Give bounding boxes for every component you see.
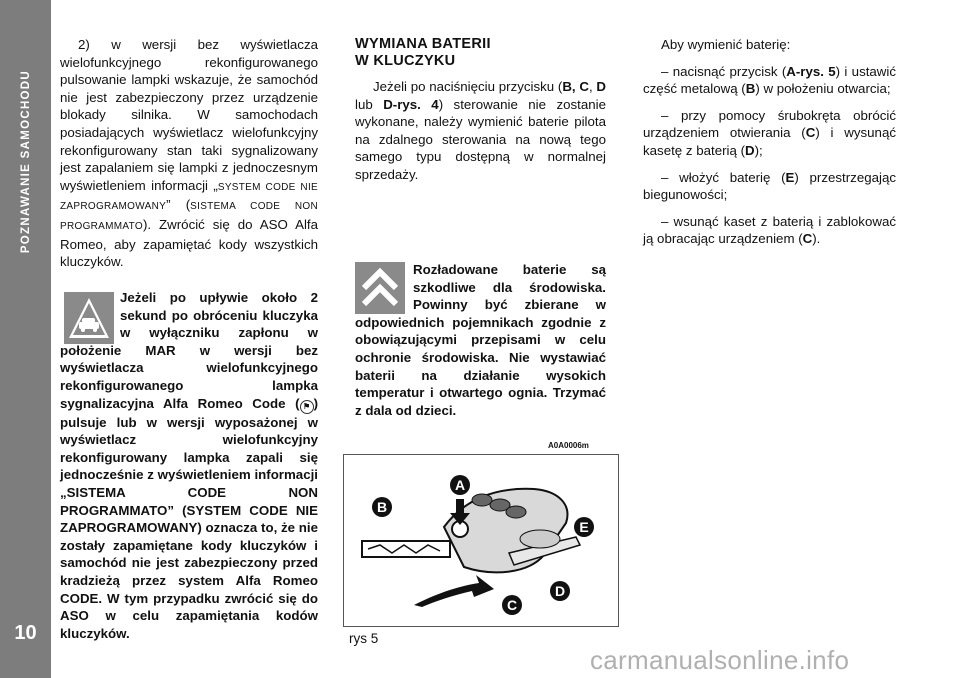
- car-code-lamp-icon: ⚑: [300, 400, 314, 414]
- para-mid: ” (: [166, 197, 191, 213]
- label-b: B: [376, 499, 388, 515]
- code-warning-text: [60, 289, 318, 642]
- page-number: 10: [14, 622, 37, 644]
- s2-d: D: [745, 142, 755, 158]
- s4-a: – wsunąć kaset z baterią i zablokować ją obracając urządzeniem (: [643, 213, 896, 247]
- s2-e: );: [754, 142, 763, 158]
- environment-warning-text: [355, 261, 606, 419]
- warning-text-a: Jeżeli po upływie około 2 sekund po obróceniu kluczyka w wyłączniku zapłonu w położenie MAR w wersji bez wyświetlacza wielofunkcyjnego rekonfigurowanego lampka sygnalizacyjna Alfa Romeo Code (: [60, 290, 318, 411]
- para-tail: ). Zwrócić się do ASO Alfa Romeo, aby zapamiętać kody wszystkich kluczyków.: [60, 216, 318, 270]
- s3-c: ) przestrzegając biegunowości;: [643, 169, 896, 203]
- display-message-pl: SYSTEM CODE NIE ZAPROGRAMOWANY: [60, 181, 318, 213]
- s4-c: ).: [812, 231, 821, 247]
- p1-b: B, C: [562, 79, 589, 94]
- s1-e: ) w położeniu otwarcia;: [755, 81, 891, 97]
- display-message-it: SISTEMA CODE NON PROGRAMMATO: [60, 201, 318, 232]
- key-figure: [343, 454, 619, 627]
- warning-text-b: ) pulsuje lub w wersji wyposażonej w wyświetlacz wielofunkcyjny rekonfigurowany lampka zapali się jednocześnie z wyświetleniem informacji „SISTEMA CODE NON PROGRAMMATO” (SYSTEM CODE NIE ZAPROGRAMOWANY) oznacza to, że nie zostały zapamiętane kody kluczyków i samochód nie jest zabezpieczony przed kradzieżą przez system Alfa Romeo CODE. W tym przypadku zwrócić się do ASO w celu zapamiętania kodów kluczyków.: [60, 395, 318, 641]
- label-e: E: [579, 519, 589, 535]
- s1-b: A-rys. 5: [786, 63, 836, 79]
- steps-intro: Aby wymienić baterię:: [661, 37, 791, 52]
- p1-f: D-rys. 4: [383, 96, 439, 112]
- column-2: [355, 36, 606, 193]
- paragraph-battery: [355, 78, 606, 184]
- s2-a: – przy pomocy śrubokręta obrócić urządzeniem otwierania (: [643, 107, 896, 141]
- sidebar: [0, 0, 51, 678]
- env-warning-body: Rozładowane baterie są szkodliwe dla środowiska. Powinny być zbierane w odpowiednich pojemnikach zgodnie z obowiązującymi przepisami w celu ochronie środowiska. Nie wystawiać baterii na działanie wysokich temperatur i otwartego ognia. Trzymać z dala od dzieci.: [355, 262, 606, 418]
- figure-code: A0A0006m: [548, 441, 589, 450]
- s1-c: ) i ustawić część metalową (: [643, 63, 897, 97]
- column-1: [60, 36, 318, 280]
- p1-g: ) sterowanie nie zostanie wykonane, należy wymienić baterie pilota na zdalnego sterowania na nową tego samego typu dostępną w normalnej sprzedaży.: [355, 96, 606, 182]
- step-3: [643, 169, 896, 204]
- figure-caption: rys 5: [349, 631, 379, 646]
- s3-b: E: [785, 169, 795, 185]
- key-illustration: [344, 455, 618, 626]
- step-4: [643, 213, 896, 248]
- section-title: [0, 32, 51, 292]
- label-a: A: [454, 477, 466, 493]
- s4-b: C: [802, 231, 813, 247]
- label-c: C: [506, 597, 518, 613]
- p1-c: ,: [588, 79, 597, 94]
- section-heading: [355, 36, 606, 70]
- s2-b: C: [805, 125, 816, 141]
- heading-line-1: WYMIANA BATERII: [355, 36, 491, 52]
- p1-e: lub: [355, 96, 384, 112]
- label-d: D: [554, 583, 566, 599]
- s2-c: ) i wysunąć kasetę z baterią (: [643, 125, 896, 158]
- step-1: [643, 63, 896, 98]
- watermark: carmanualsonline.info: [590, 645, 850, 675]
- p1-a: Jeżeli po naciśnięciu przycisku (: [373, 79, 563, 94]
- s3-a: – włożyć baterię (: [661, 169, 786, 185]
- s1-d: B: [745, 81, 756, 97]
- heading-line-2: W KLUCZYKU: [355, 53, 456, 69]
- s1-a: – nacisnąć przycisk (: [661, 63, 787, 79]
- section-title-text: POZNAWANIE SAMOCHODU: [19, 70, 32, 254]
- p1-d: D: [596, 79, 606, 94]
- step-2: [643, 107, 896, 160]
- para-text: 2) w wersji bez wyświetlacza wielofunkcyjnego rekonfigurowanego pulsowanie lampki wskazuje, że samochód nie jest zabezpieczony przez urządzenie blokady silnika. W samochodach posiadających wyświetlacz wielofunkcyjny rekonfigurowany stan taki sygnalizowany jest zapalaniem się lampki z jednoczesnym wyświetleniem informacji „: [60, 37, 318, 193]
- column-3: [643, 36, 896, 257]
- paragraph-display-info: [60, 36, 318, 271]
